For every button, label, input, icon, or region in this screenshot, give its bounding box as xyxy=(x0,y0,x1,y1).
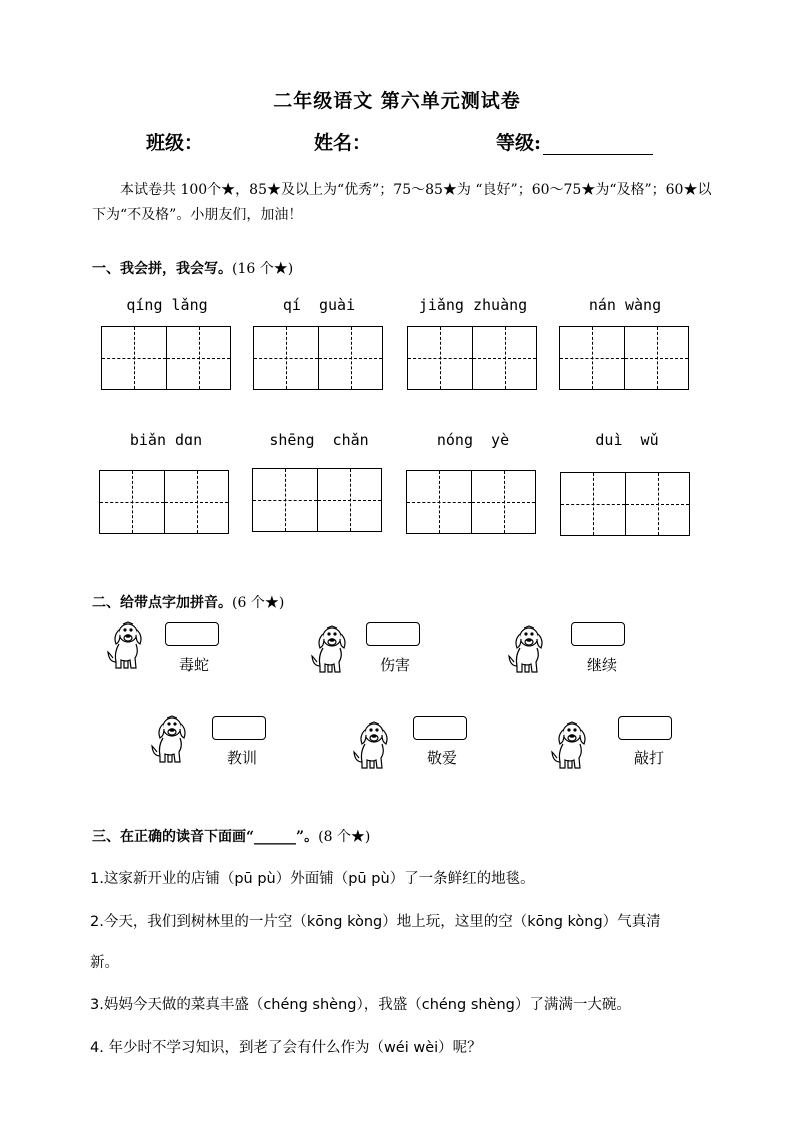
name-label: 姓名： xyxy=(314,132,372,154)
grade-blank[interactable] xyxy=(543,136,653,155)
pinyin-answer-box-5[interactable] xyxy=(413,716,467,740)
section-3-title: 三、在正确的读音下面画“______”。 xyxy=(92,829,319,845)
word-1: 毒蛇 xyxy=(179,656,210,674)
pinyin-6: shēng chǎn xyxy=(269,431,369,449)
writing-grid-1[interactable] xyxy=(101,326,231,390)
writing-grid-5[interactable] xyxy=(99,470,229,534)
question-2: 2.今天，我们到树林里的一片空（kōng kòng）地上玩，这里的空（kōng kòng）气真清 xyxy=(90,914,661,930)
section-3-count: (8 个★) xyxy=(318,829,371,845)
grade-label: 等级: xyxy=(496,132,542,154)
writing-grid-8[interactable] xyxy=(560,472,690,536)
writing-grid-3[interactable] xyxy=(407,326,537,390)
word-4: 教训 xyxy=(227,749,258,767)
dog-icon xyxy=(308,622,354,676)
word-2: 伤害 xyxy=(380,656,411,674)
word-5: 敬爱 xyxy=(427,749,458,767)
writing-grid-6[interactable] xyxy=(252,468,382,532)
pinyin-answer-box-3[interactable] xyxy=(571,622,625,646)
dog-icon xyxy=(505,622,551,676)
dog-icon xyxy=(548,718,594,772)
question-3: 3.妈妈今天做的菜真丰盛（chéng shèng），我盛（chéng shèng）了满满一大碗。 xyxy=(90,997,631,1013)
pinyin-3: jiǎng zhuàng xyxy=(418,296,528,314)
pinyin-answer-box-1[interactable] xyxy=(165,622,219,646)
pinyin-8: duì wǔ xyxy=(595,431,659,449)
pinyin-7: nóng yè xyxy=(436,431,510,449)
question-4: 4. 年少时不学习知识，到老了会有什么作为（wéi wèi）呢？ xyxy=(90,1040,482,1056)
intro-text: 本试卷共 100个★，85★及以上为“优秀”；75～85★为 “良好”；60～75★为“及格”；60★以下为“不及格”。小朋友们，加油！ xyxy=(92,182,712,223)
question-1: 1.这家新开业的店铺（pū pù）外面铺（pū pù）了一条鲜红的地毯。 xyxy=(90,871,535,887)
section-1-count: (16 个★) xyxy=(232,261,294,277)
pinyin-answer-box-2[interactable] xyxy=(366,622,420,646)
pinyin-1: qíng lǎng xyxy=(126,296,208,314)
grade-field xyxy=(496,128,653,155)
section-1-heading xyxy=(92,258,293,278)
dog-icon xyxy=(104,618,150,672)
pinyin-answer-box-4[interactable] xyxy=(212,716,266,740)
section-1-title: 一、我会拼，我会写。 xyxy=(92,261,232,277)
section-2-title: 二、给带点字加拼音。 xyxy=(92,595,232,611)
dog-icon xyxy=(148,712,194,766)
writing-grid-2[interactable] xyxy=(253,326,383,390)
page-title: 二年级语文 第六单元测试卷 xyxy=(273,90,521,112)
dog-icon xyxy=(350,718,396,772)
pinyin-answer-box-6[interactable] xyxy=(618,716,672,740)
class-label: 班级： xyxy=(146,132,204,154)
section-2-count: (6 个★) xyxy=(232,595,285,611)
section-3-heading xyxy=(92,826,370,846)
section-2-heading xyxy=(92,592,284,612)
word-6: 敲打 xyxy=(634,749,665,767)
pinyin-5: biǎn dɑn xyxy=(129,431,203,449)
writing-grid-7[interactable] xyxy=(406,470,536,534)
pinyin-2: qí guài xyxy=(282,296,356,314)
writing-grid-4[interactable] xyxy=(559,326,689,390)
pinyin-4: nán wàng xyxy=(588,296,662,314)
word-3: 继续 xyxy=(587,656,618,674)
question-2-cont: 新。 xyxy=(90,955,119,971)
